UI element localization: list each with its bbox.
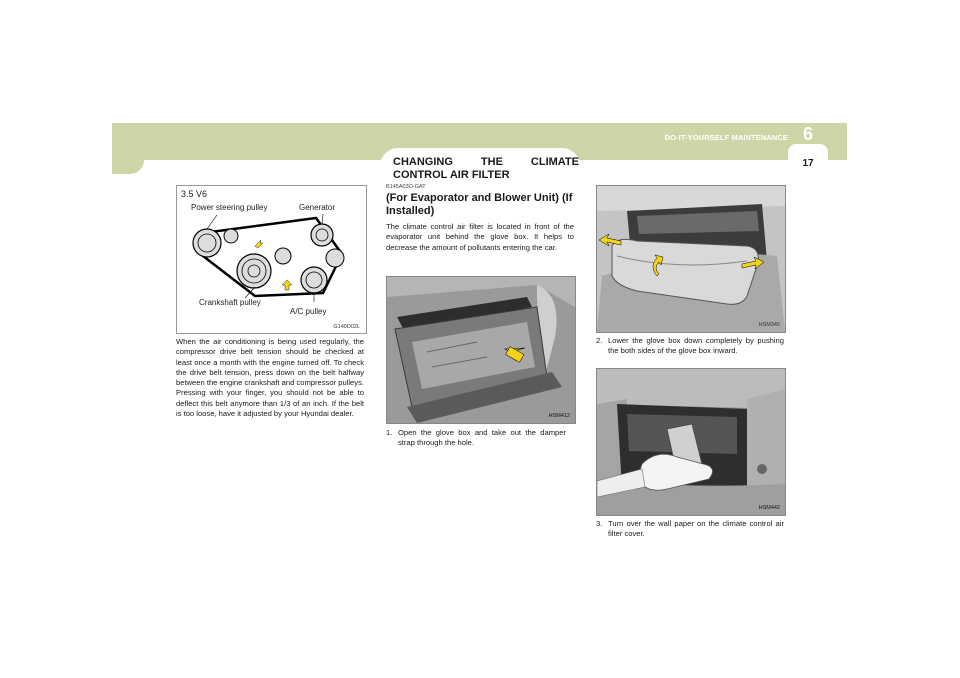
- section-code: B145A03O-GAT: [386, 184, 426, 190]
- filter-cover-drawing: [597, 369, 785, 515]
- power-steering-label: Power steering pulley: [191, 203, 268, 212]
- section-title: CHANGING THE CLIMATE CONTROL AIR FILTER: [393, 156, 579, 181]
- step-number: 2.: [596, 336, 603, 345]
- step-3: [596, 519, 784, 540]
- belt-check-arrow-1: [255, 240, 263, 248]
- glove-box-open-photo: [386, 276, 576, 424]
- glove-box-lower-drawing: [597, 186, 785, 332]
- drive-belt-diagram: [176, 185, 367, 334]
- power-steering-pulley: [193, 229, 221, 257]
- step-number: 3.: [596, 519, 603, 528]
- figure-code: HSM412: [548, 413, 570, 419]
- step-text: Lower the glove box down completely by pushing the both sides of the glove box inward.: [608, 336, 784, 356]
- belt-paragraph: When the air conditioning is being used regularly, the compressor drive belt tension should be checked at least once a month with the engine turned off. To check the drive belt tension, press down on the belt halfway between the engine crankshaft and compressor pulleys. Pressing with your finger, you should not be able to deflect this belt anymore than 1/3 of an inch. If the belt is too loose, have it adjusted by your Hyundai dealer.: [176, 337, 364, 419]
- filter-cover-photo: [596, 368, 786, 516]
- header-band-corner: [112, 160, 144, 174]
- chapter-title: DO-IT-YOURSELF MAINTENANCE: [664, 133, 788, 142]
- step-2: [596, 336, 784, 357]
- page-number: 17: [802, 158, 814, 169]
- figure-code: HSM442: [758, 505, 780, 511]
- engine-label: 3.5 V6: [181, 189, 208, 199]
- step-text: Open the glove box and take out the damper strap through the hole.: [398, 428, 566, 448]
- ac-pulley: [301, 267, 327, 293]
- step-number: 1.: [386, 428, 393, 437]
- step-1: [386, 428, 566, 449]
- belt-check-arrow-2: [282, 280, 292, 290]
- crankshaft-label: Crankshaft pulley: [199, 298, 261, 307]
- figure-code: HSM345: [758, 322, 780, 328]
- figure-code: G140D02L: [333, 324, 360, 330]
- idler-pulley: [224, 229, 238, 243]
- ac-pulley-label: A/C pulley: [290, 307, 327, 316]
- intro-paragraph: The climate control air filter is located in front of the evaporator unit behind the glove box. It helps to decrease the amount of pollutants entering the car.: [386, 222, 574, 252]
- glove-box-lower-photo: [596, 185, 786, 333]
- generator-pulley: [311, 224, 333, 246]
- step-text: Turn over the wall paper on the climate control air filter cover.: [608, 519, 784, 539]
- chapter-number: 6: [802, 124, 813, 144]
- tensioner-pulley: [275, 248, 291, 264]
- glove-box-open-drawing: [387, 277, 575, 423]
- idler-pulley-2: [326, 249, 344, 267]
- generator-label: Generator: [299, 203, 336, 212]
- section-subtitle: (For Evaporator and Blower Unit) (If Installed): [386, 192, 573, 217]
